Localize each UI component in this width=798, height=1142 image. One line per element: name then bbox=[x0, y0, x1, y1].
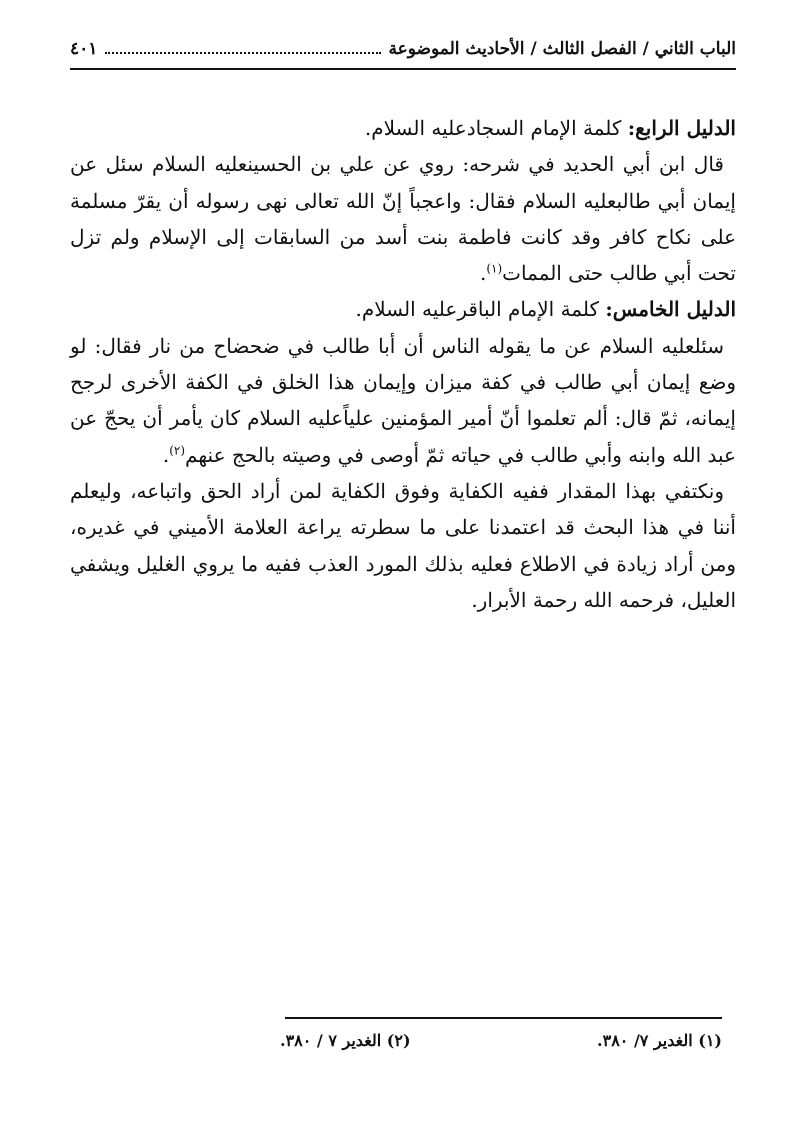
paragraph-evidence-5-heading bbox=[70, 291, 736, 327]
paragraph-evidence-5-body bbox=[70, 328, 736, 473]
evidence-4-text: قال ابن أبي الحديد في شرحه: روي عن علي بن الحسينعليه السلام سئل عن إيمان أبي طالبعليه السلام فقال: واعجباً إنّ الله تعالى نهى رسوله أن يقرّ مسلمة على نكاح كافر وقد كانت فاطمة بنت أسد من السابقات إلى الإسلام ولم تزل تحت أبي طالب حتى الممات bbox=[70, 152, 736, 286]
footnote-1: (١) الغدير ٧/ ٣٨٠. bbox=[597, 1031, 722, 1050]
footnotes bbox=[70, 1031, 722, 1050]
evidence-4-title: كلمة الإمام السجادعليه السلام. bbox=[364, 116, 628, 140]
paragraph-evidence-4-heading bbox=[70, 110, 736, 146]
paragraph-conclusion: ونكتفي بهذا المقدار ففيه الكفاية وفوق الكفاية لمن أراد الحق واتباعه، وليعلم أننا في هذا البحث قد اعتمدنا على ما سطرته يراعة العلامة الأميني في غديره، ومن أراد زيادة في الاطلاع فعليه بذلك المورد العذب ففيه ما يروي الغليل ويشفي العليل، فرحمه الله رحمة الأبرار. bbox=[70, 478, 736, 612]
running-header bbox=[70, 36, 736, 62]
header-rule bbox=[70, 68, 736, 70]
main-text bbox=[70, 110, 736, 618]
header-title: الباب الثاني / الفصل الثالث / الأحاديث الموضوعة bbox=[388, 39, 736, 59]
evidence-4-label: الدليل الرابع: bbox=[627, 116, 736, 140]
page-number: ٤٠١ bbox=[70, 39, 98, 59]
paragraph-evidence-4-body bbox=[70, 146, 736, 291]
footnote-ref-2[interactable]: (٢) bbox=[169, 443, 186, 458]
evidence-5-title: كلمة الإمام الباقرعليه السلام. bbox=[355, 297, 606, 322]
footnote-ref-1[interactable]: (١) bbox=[486, 261, 503, 276]
evidence-5-end: . bbox=[162, 442, 170, 467]
evidence-4-end: . bbox=[479, 261, 487, 286]
footnote-rule bbox=[285, 1017, 722, 1019]
footnote-2: (٢) الغدير ٧ / ٣٨٠. bbox=[280, 1031, 411, 1050]
evidence-5-label: الدليل الخامس: bbox=[605, 297, 736, 322]
evidence-5-text: سئلعليه السلام عن ما يقوله الناس أن أبا طالب في ضحضاح من نار فقال: لو وضع إيمان أبي طالب في كفة ميزان وإيمان هذا الخلق في الكفة الأخرى لرجح إيمانه، ثمّ قال: ألم تعلموا أنّ أمير المؤمنين علياًعليه السلام كان يأمر أن يحجّ عن عبد الله وابنه وأبي طالب في حياته ثمّ أوصى في وصيته بالحج عنهم bbox=[70, 333, 736, 467]
header-dot-leader bbox=[105, 52, 380, 54]
